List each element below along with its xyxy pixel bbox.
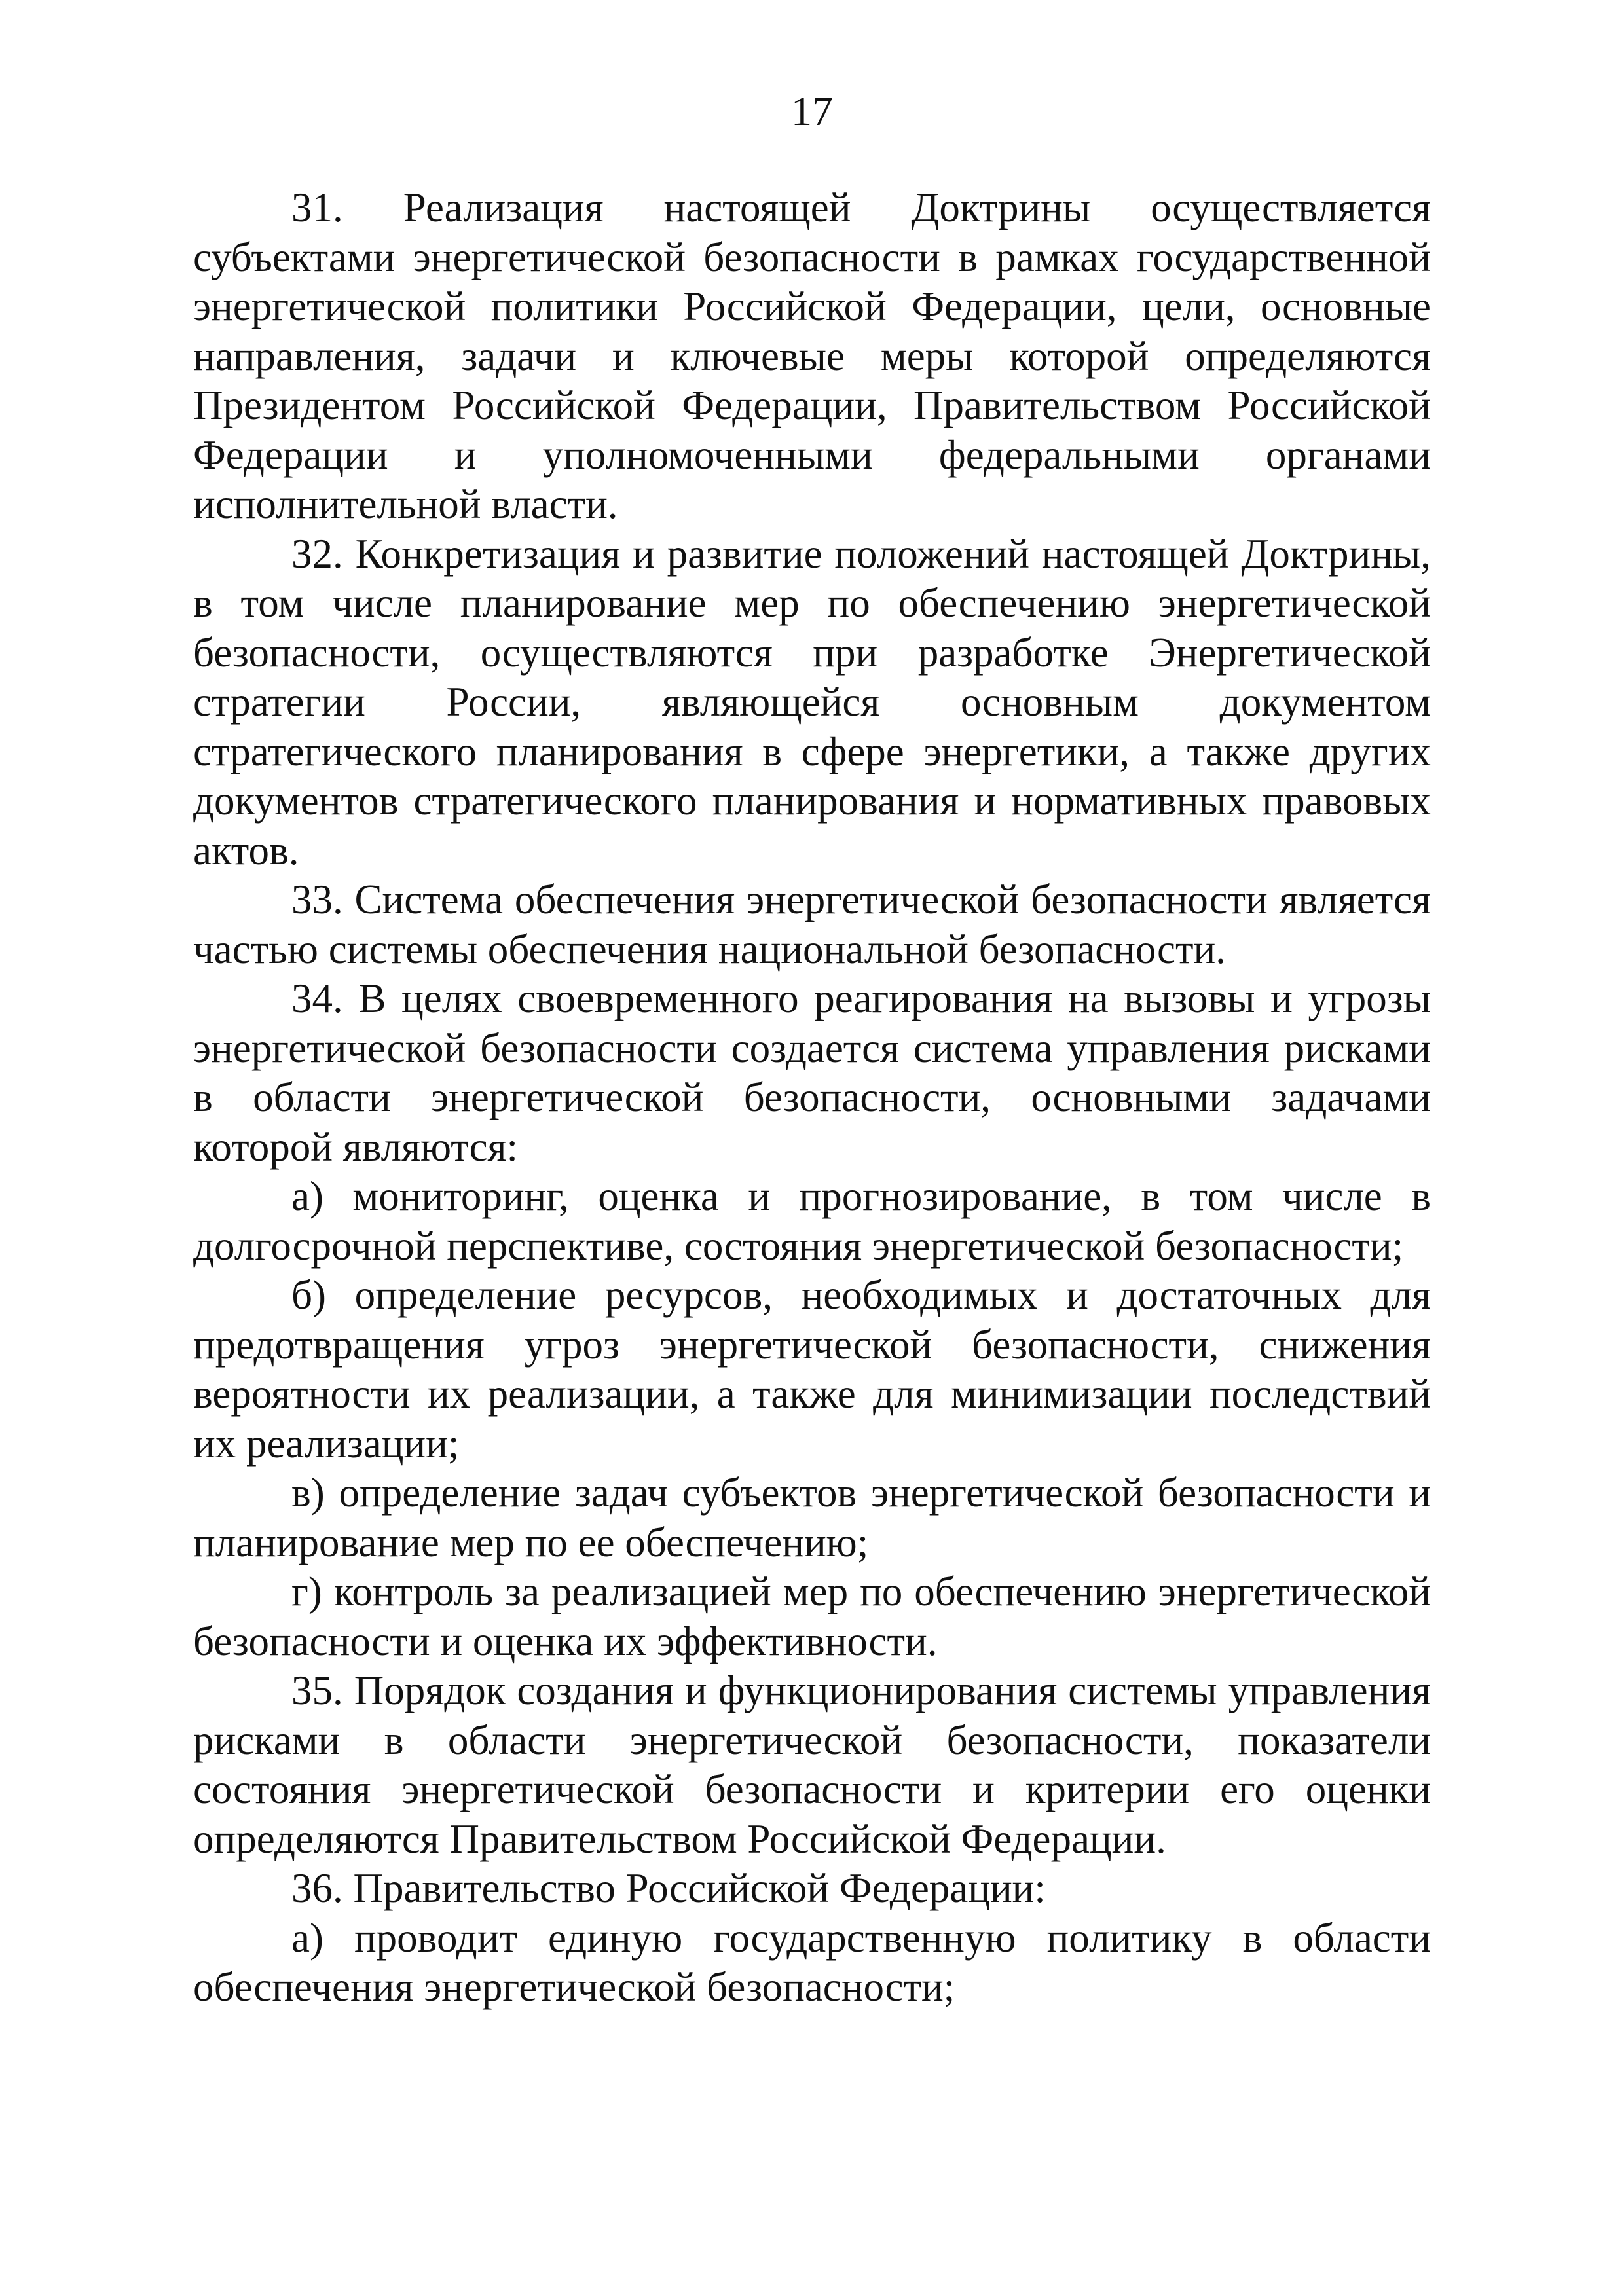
paragraph-31: 31. Реализация настоящей Доктрины осуществляется субъектами энергетической безопасности в рамках государственной энергетической политики Российской Федерации, цели, основные направления, задачи и ключевые меры которой определяются Президентом Российской Федерации, Правительством Российской Федерации и уполномоченными федеральными органами исполнительной власти. [193, 185, 1431, 527]
list-item-34v: в) определение задач субъектов энергетической безопасности и планирование мер по ее обеспечению; [193, 1470, 1431, 1565]
list-item-34b: б) определение ресурсов, необходимых и достаточных для предотвращения угроз энергетической безопасности, снижения вероятности их реализации, а также для минимизации последствий их реализации; [193, 1272, 1431, 1467]
list-item-34g: г) контроль за реализацией мер по обеспечению энергетической безопасности и оценка их эффективности. [193, 1569, 1431, 1664]
paragraph-33: 33. Система обеспечения энергетической безопасности является частью системы обеспечения национальной безопасности. [193, 877, 1431, 972]
paragraph-34: 34. В целях своевременного реагирования на вызовы и угрозы энергетической безопасности создается система управления рисками в области энергетической безопасности, основными задачами которой являются: [193, 975, 1431, 1170]
paragraph-36: 36. Правительство Российской Федерации: [291, 1865, 1046, 1911]
paragraph-35: 35. Порядок создания и функционирования системы управления рисками в области энергетической безопасности, показатели состояния энергетической безопасности и критерии его оценки определяются Правительством Российской Федерации. [193, 1667, 1431, 1862]
document-body [193, 183, 1431, 2013]
list-item-36a: а) проводит единую государственную политику в области обеспечения энергетической безопасности; [193, 1914, 1431, 2010]
list-item-34a: а) мониторинг, оценка и прогнозирование, в том числе в долгосрочной перспективе, состояния энергетической безопасности; [193, 1173, 1431, 1269]
page-number: 17 [791, 88, 833, 134]
paragraph-32: 32. Конкретизация и развитие положений настоящей Доктрины, в том числе планирование мер по обеспечению энергетической безопасности, осуществляются при разработке Энергетической стратегии России, являющейся основным документом стратегического планирования в сфере энергетики, а также других документов стратегического планирования и нормативных правовых актов. [193, 530, 1431, 873]
